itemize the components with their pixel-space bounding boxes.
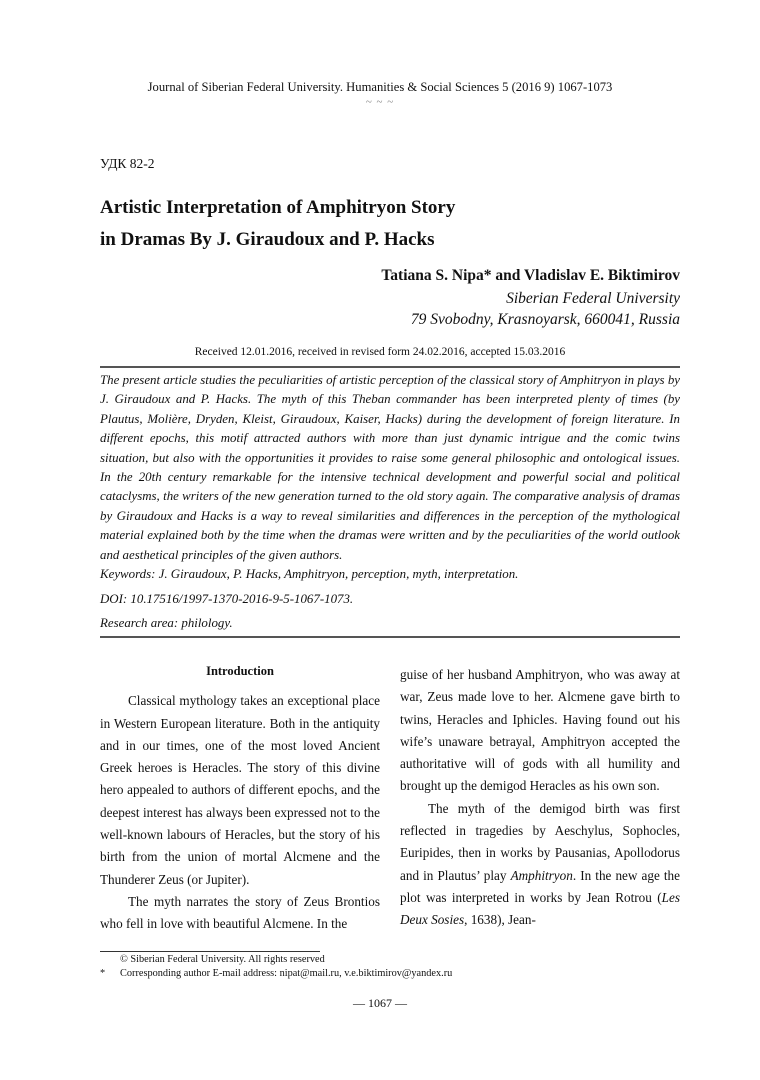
authors: Tatiana S. Nipa* and Vladislav E. Biktimirov xyxy=(381,267,680,284)
paragraph: guise of her husband Amphitryon, who was away at war, Zeus made love to her. Alcmene gave birth to twins, Heracles and Iphicles. Having found out his wife’s unaware betrayal, Amphitryon accepted the authoritative will of gods with all humility and brought up the demigod Heracles as his own son. xyxy=(400,667,680,794)
received-dates: Received 12.01.2016, received in revised form 24.02.2016, accepted 15.03.2016 xyxy=(194,346,566,358)
right-column xyxy=(400,664,680,932)
paragraph: Classical mythology takes an exceptional place in Western European literature. Both in the antiquity and in our times, one of the most loved Ancient Greek heroes is Heracles. The story of this divine hero appealed to authors of different epochs, and the deepest interest has always been expressed not to the well-known labours of Heracles, but the story of his birth from the union of mortal Alcmene and the Thunderer Zeus (or Jupiter). xyxy=(100,693,380,887)
footnote-marker: * xyxy=(100,968,106,979)
udk-code: УДК 82-2 xyxy=(100,156,155,171)
address: 79 Svobodny, Krasnoyarsk, 660041, Russia xyxy=(410,311,680,328)
text-run: The myth of the demigod birth was first reflected in tragedies by Aeschylus, Sophocles, Euripides, then in works by Pausanias, Apollodorus and in Plautus’ play xyxy=(400,800,680,883)
abstract: The present article studies the peculiarities of artistic perception of the classical story of Amphitryon in plays by J. Giraudoux and P. Hacks. The myth of this Theban commander has been interpreted plenty of times (by Plautus, Molière, Dryden, Kleist, Giraudoux, Kaiser, Hacks) during the development of foreign literature. In different epochs, this motif attracted authors with more than just dynamic intrigue and the comic twins situation, but also with the opportunities it provides to raise some general philosophic and ontological issues. In the 20th century remarkable for the intensive technical development and powerful social and political cataclysms, the writers of the new generation turned to the old story again. The comparative analysis of dramas by Giraudoux and Hacks is a way to reveal similarities and differences in the perception of the mythological material explained both by the time when the dramas were written and by the peculiarities of the world outlook and aesthetical principles of the given authors. xyxy=(100,373,680,562)
corresponding-author: Corresponding author E-mail address: nipat@mail.ru, v.e.biktimirov@yandex.ru xyxy=(120,968,453,979)
paragraph: The myth narrates the story of Zeus Brontios who fell in love with beautiful Alcmene. In the xyxy=(100,893,380,932)
doi: DOI: 10.17516/1997-1370-2016-9-5-1067-1073. xyxy=(100,592,354,606)
paragraph xyxy=(400,798,680,932)
text-run: , 1638), Jean- xyxy=(464,912,536,928)
abstract-top-divider xyxy=(100,366,680,368)
research-area: Research area: philology. xyxy=(100,616,233,630)
text-run: . In the new age the plot was interpreted in works by Jean Rotrou ( xyxy=(400,867,681,905)
italic-title: Amphitryon xyxy=(510,867,573,883)
journal-header: Journal of Siberian Federal University. Humanities & Social Sciences 5 (2016 9) 1067-1073 xyxy=(147,80,613,94)
title-line-1: Artistic Interpretation of Amphitryon Story xyxy=(100,197,456,218)
header-ornament: ~ ~ ~ xyxy=(365,96,395,108)
copyright-note: © Siberian Federal University. All rights reserved xyxy=(120,954,325,965)
footnote-divider xyxy=(100,951,320,952)
section-title: Introduction xyxy=(206,664,274,678)
italic-title: Les Deux Sosies xyxy=(400,889,680,928)
title-line-2: in Dramas By J. Giraudoux and P. Hacks xyxy=(100,229,435,250)
page-number: — 1067 — xyxy=(353,996,407,1010)
left-column xyxy=(100,660,380,936)
article-title xyxy=(100,192,600,256)
affiliation-block xyxy=(411,288,680,330)
keywords: Keywords: J. Giraudoux, P. Hacks, Amphitryon, perception, myth, interpretation. xyxy=(100,567,519,581)
affiliation: Siberian Federal University xyxy=(506,290,680,307)
abstract-bottom-divider xyxy=(100,636,680,638)
